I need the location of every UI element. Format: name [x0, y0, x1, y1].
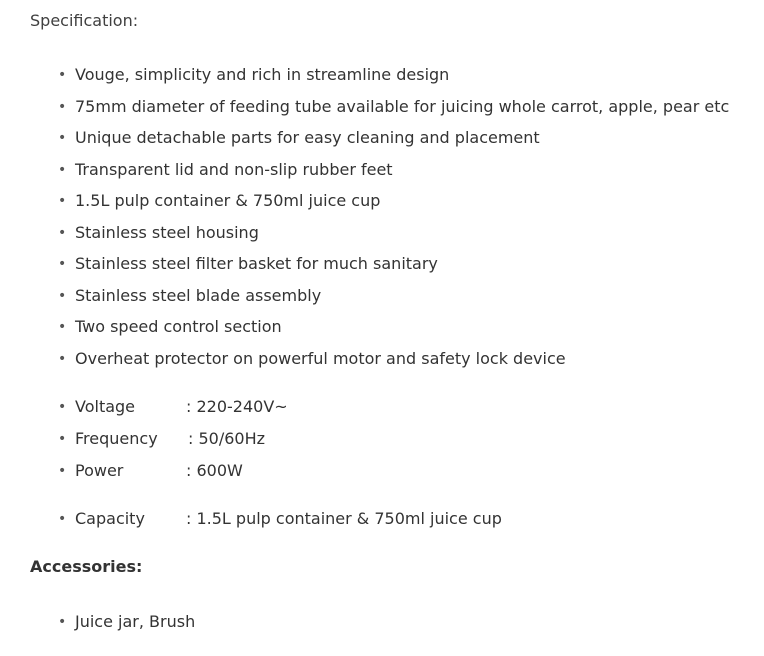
feature-item: • Transparent lid and non-slip rubber feet: [58, 159, 729, 191]
specification-heading: Specification:: [30, 11, 139, 30]
feature-item: • Stainless steel blade assembly: [58, 285, 729, 317]
spec-label: Voltage: [75, 397, 136, 416]
spec-label: Capacity: [75, 509, 145, 528]
feature-item: • 75mm diameter of feeding tube available for juicing whole carrot, apple, pear etc: [58, 96, 729, 128]
spec-row-power: [58, 460, 288, 492]
accessories-heading: Accessories:: [30, 557, 143, 576]
spec-row-frequency: [58, 428, 288, 460]
feature-item: • Unique detachable parts for easy cleaning and placement: [58, 127, 729, 159]
spec-label: Power: [75, 461, 124, 480]
feature-list: [58, 64, 729, 379]
accessories-list: [58, 611, 195, 633]
spec-row-capacity: [58, 508, 502, 530]
feature-item: • Two speed control section: [58, 316, 729, 348]
electrical-spec-list: [58, 396, 288, 492]
accessory-item: • Juice jar, Brush: [58, 611, 195, 633]
feature-item: • Overheat protector on powerful motor and safety lock device: [58, 348, 729, 380]
spec-value: : 50/60Hz: [188, 429, 266, 448]
spec-value: : 600W: [186, 461, 243, 480]
feature-item: • 1.5L pulp container & 750ml juice cup: [58, 190, 729, 222]
spec-label: Frequency: [75, 429, 158, 448]
spec-value: : 220-240V~: [186, 397, 288, 416]
spec-value: : 1.5L pulp container & 750ml juice cup: [186, 509, 502, 528]
capacity-spec-list: [58, 508, 502, 530]
spec-row-voltage: [58, 396, 288, 428]
feature-item: • Vouge, simplicity and rich in streamline design: [58, 64, 729, 96]
feature-item: • Stainless steel filter basket for much sanitary: [58, 253, 729, 285]
feature-item: • Stainless steel housing: [58, 222, 729, 254]
